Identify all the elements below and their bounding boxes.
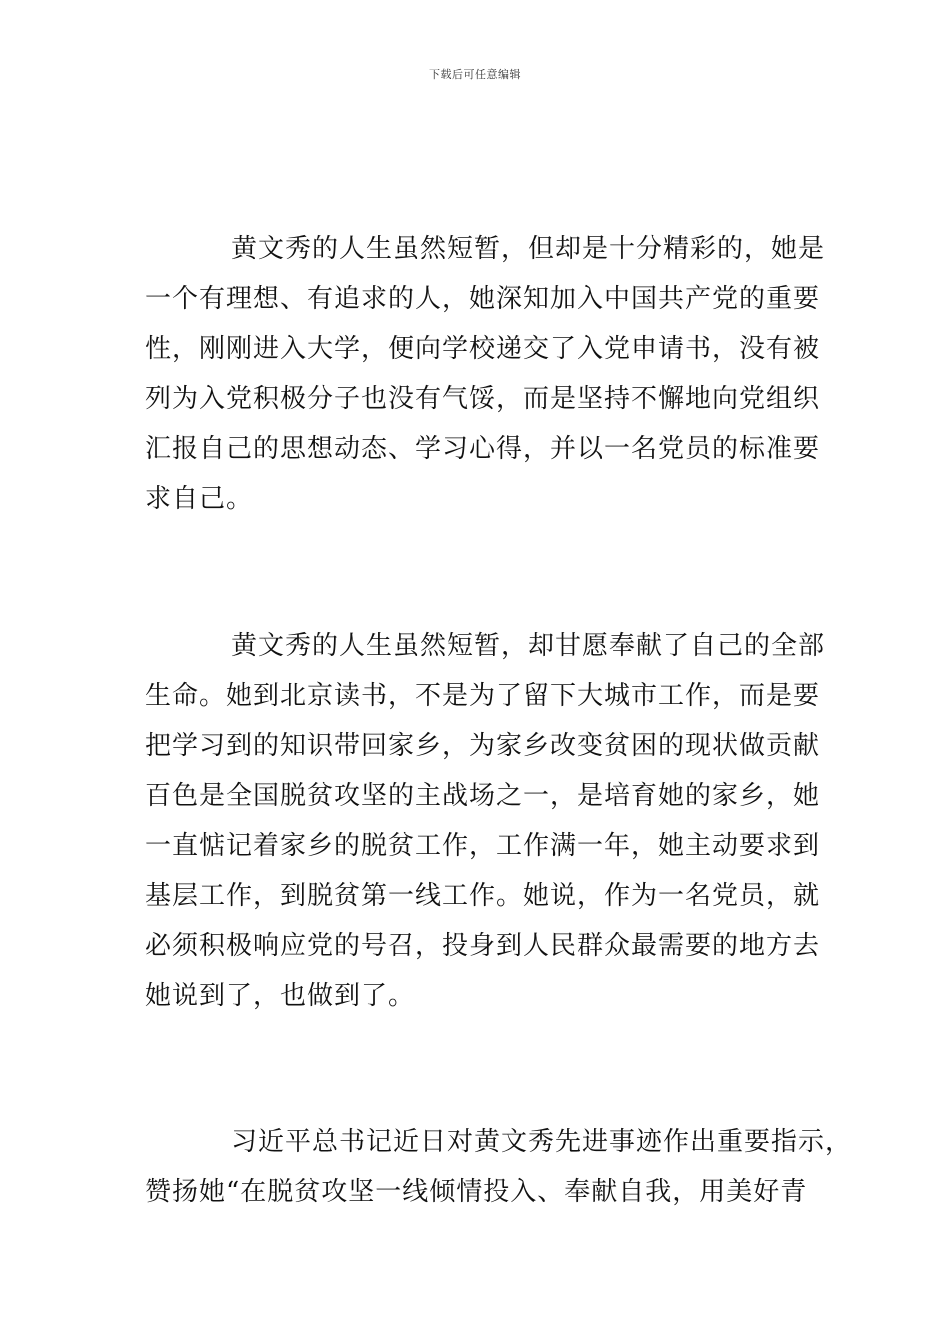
paragraph-line: 基层工作，到脱贫第一线工作。她说，作为一名党员，就 [145,881,821,911]
paragraph-line: 一直惦记着家乡的脱贫工作，工作满一年，她主动要求到 [145,831,821,861]
paragraph-3 [145,1117,853,1217]
paragraph-1 [145,224,826,524]
paragraph-line: 汇报自己的思想动态、学习心得，并以一名党员的标准要 [145,434,821,464]
paragraph-2 [145,621,826,1021]
paragraph-line: 黄文秀的人生虽然短暂，但却是十分精彩的，她是 [231,234,826,264]
paragraph-line: 求自己。 [145,484,254,514]
paragraph-line: 性，刚刚进入大学，便向学校递交了入党申请书，没有被 [145,334,821,364]
paragraph-line: 百色是全国脱贫攻坚的主战场之一，是培育她的家乡，她 [145,781,821,811]
paragraph-line: 黄文秀的人生虽然短暂，却甘愿奉献了自己的全部 [231,631,826,661]
paragraph-line: 赞扬她“在脱贫攻坚一线倾情投入、奉献自我，用美好青 [145,1177,808,1207]
paragraph-line: 习近平总书记近日对黄文秀先进事迹作出重要指示， [231,1127,853,1157]
header-note: 下载后可任意编辑 [429,68,521,81]
paragraph-line: 一个有理想、有追求的人，她深知加入中国共产党的重要 [145,284,821,314]
paragraph-line: 必须积极响应党的号召，投身到人民群众最需要的地方去 [145,931,821,961]
paragraph-line: 把学习到的知识带回家乡，为家乡改变贫困的现状做贡献 [145,731,821,761]
paragraph-line: 她说到了，也做到了。 [145,981,416,1011]
paragraph-line: 生命。她到北京读书，不是为了留下大城市工作，而是要 [145,681,821,711]
paragraph-line: 列为入党积极分子也没有气馁，而是坚持不懈地向党组织 [145,384,821,414]
